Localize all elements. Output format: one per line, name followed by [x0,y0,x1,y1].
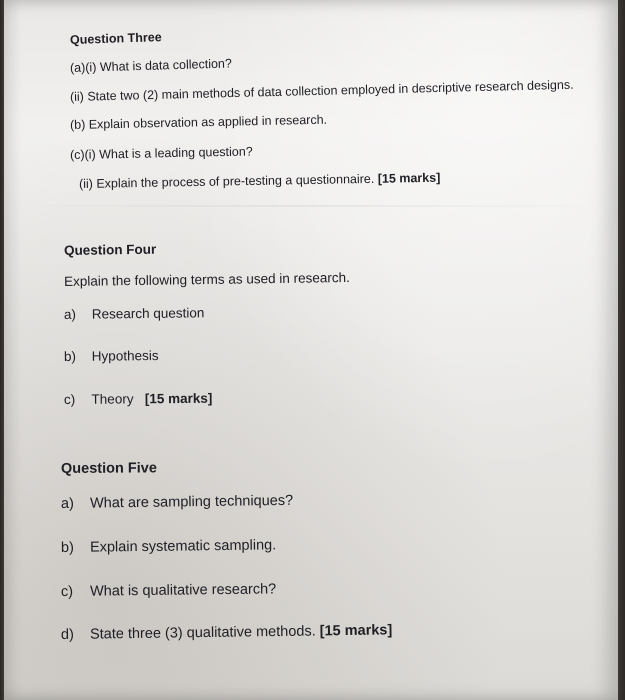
question-four-title: Question Four [63,241,157,258]
item-text: State three (3) qualitative methods. [89,623,316,643]
item-label: c) [60,583,74,600]
marks-label: [15 marks] [319,622,393,640]
marks-label: [15 marks] [377,170,441,186]
item-label: a) [60,495,75,512]
item-text: Explain the process of pre-testing a questionnaire. [96,171,375,191]
item-text: Explain systematic sampling. [89,537,277,556]
q4-item-b [64,348,159,364]
q3-item-c-ii [79,171,441,191]
q5-item-a [61,493,293,512]
q3-item-a-i [70,56,232,75]
item-text: Research question [91,305,205,322]
item-label: (a)(i) [69,60,97,75]
item-label: (b) [69,117,86,132]
item-text: State two (2) main methods of data collection employed in descriptive research designs. [87,77,574,104]
item-label: a) [63,306,77,322]
marks-label: [15 marks] [144,390,213,407]
paper-crease [4,205,618,207]
q4-item-c [64,391,212,407]
item-label: c) [63,391,76,407]
question-three-title: Question Three [69,30,162,47]
item-text: What is qualitative research? [89,581,277,600]
q3-item-a-ii [70,78,574,104]
q5-item-b [61,537,276,556]
item-label: b) [60,539,75,556]
item-text: Hypothesis [91,348,159,364]
q4-item-a [64,305,205,322]
item-text: What is a leading question? [99,144,253,162]
item-text: Explain observation as applied in research. [88,112,328,132]
item-label: (ii) [69,89,85,104]
q3-item-b [70,113,327,132]
item-label: (c)(i) [69,147,96,162]
item-label: d) [60,626,75,643]
question-five-title: Question Five [60,460,157,477]
item-label: b) [63,348,77,364]
q5-item-d [61,622,392,643]
question-four-intro: Explain the following terms as used in research. [63,270,350,289]
item-text: What are sampling techniques? [89,492,294,512]
item-text: Theory [91,391,134,407]
item-label: (ii) [78,176,94,191]
exam-paper [4,0,618,700]
q5-item-c [61,581,276,600]
q3-item-c-i [70,144,253,162]
item-text: What is data collection? [99,56,233,75]
